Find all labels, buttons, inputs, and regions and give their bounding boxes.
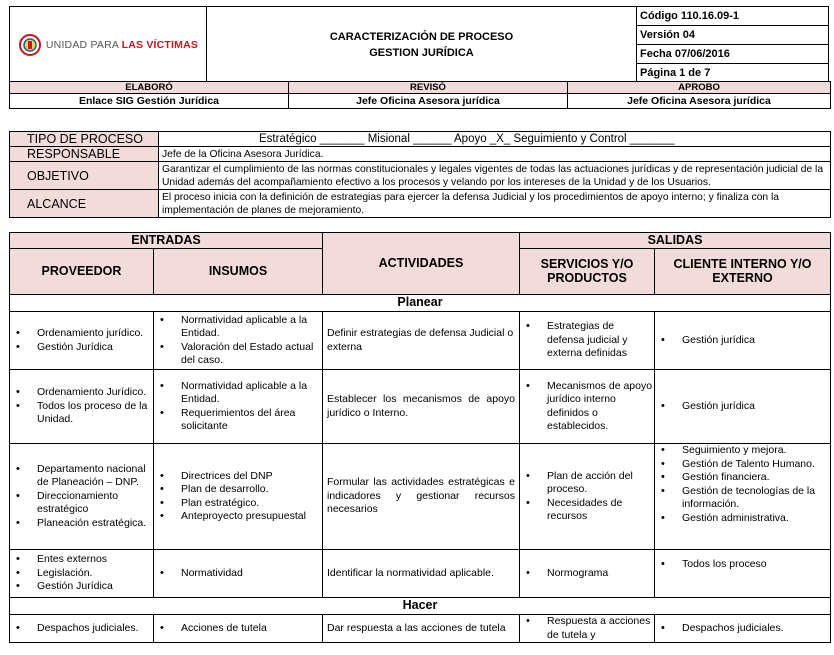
insumos-list xyxy=(154,567,322,581)
servicios-list xyxy=(520,320,654,361)
insumos-list xyxy=(154,622,322,636)
list-item: • Normatividad aplicable a la Entidad. xyxy=(181,314,322,341)
list-item: • Anteproyecto presupuestal xyxy=(181,510,322,524)
list-item: • Gestión jurídica xyxy=(682,400,830,414)
list-item: • Gestión financiera. xyxy=(682,471,830,485)
process-info-table xyxy=(9,131,831,218)
objetivo-label: OBJETIVO xyxy=(10,162,159,190)
title-line-1: CARACTERIZACIÓN DE PROCESO xyxy=(329,30,514,43)
salidas-header: SALIDAS xyxy=(520,233,831,249)
list-item: • Ordenamiento jurídico. xyxy=(37,327,153,341)
list-item: • Valoración del Estado actual del caso. xyxy=(181,341,322,368)
responsable-label: RESPONSABLE xyxy=(10,147,159,162)
actividades-header: ACTIVIDADES xyxy=(323,233,520,295)
servicios-list xyxy=(520,470,654,524)
alcance-label: ALCANCE xyxy=(10,190,159,218)
cliente-list xyxy=(655,444,830,525)
stage-hacer: Hacer xyxy=(10,598,831,615)
document-header xyxy=(9,6,829,83)
fecha-field: Fecha 07/06/2016 xyxy=(637,45,829,64)
shield-icon xyxy=(18,33,42,57)
characterization-table xyxy=(9,232,831,643)
cliente-header: CLIENTE INTERNO Y/O EXTERNO xyxy=(655,249,831,295)
aprobo-value: Jefe Oficina Asesora jurídica xyxy=(568,94,831,109)
cliente-list xyxy=(655,400,830,414)
list-item: • Seguimiento y mejora. xyxy=(682,444,830,458)
stage-planear: Planear xyxy=(10,295,831,312)
proveedor-list xyxy=(10,463,153,531)
document-title xyxy=(207,7,637,83)
list-item: • Legislación. xyxy=(37,567,153,581)
cliente-list xyxy=(655,558,830,572)
list-item: • Gestión de tecnologías de la información. xyxy=(682,485,830,512)
list-item: • Normograma xyxy=(547,567,654,581)
list-item: • Requerimientos del área solicitante xyxy=(181,407,322,434)
tipo-label: TIPO DE PROCESO xyxy=(10,132,159,147)
list-item: • Gestión Jurídica xyxy=(37,580,153,594)
table-row xyxy=(10,615,831,643)
title-line-2: GESTION JURÍDICA xyxy=(369,46,474,59)
table-row xyxy=(10,444,831,550)
reviso-header: REVISÓ xyxy=(289,82,568,94)
list-item: • Necesidades de recursos xyxy=(547,497,654,524)
tipo-value: Estratégico _______ Misional ______ Apoyo _X_ Seguimiento y Control _______ xyxy=(159,132,831,147)
list-item: • Despachos judiciales. xyxy=(37,622,153,636)
actividad-text: Dar respuesta a las acciones de tutela xyxy=(323,615,520,643)
table-row xyxy=(10,312,831,370)
insumos-header: INSUMOS xyxy=(154,249,323,295)
list-item: • Ordenamiento Jurídico. xyxy=(37,386,153,400)
list-item: • Normatividad xyxy=(181,567,322,581)
list-item: • Plan de acción del proceso. xyxy=(547,470,654,497)
proveedor-list xyxy=(10,622,153,636)
cliente-list xyxy=(655,334,830,348)
list-item: • Despachos judiciales. xyxy=(682,622,830,636)
reviso-value: Jefe Oficina Asesora jurídica xyxy=(289,94,568,109)
list-item: • Departamento nacional de Planeación – DNP. xyxy=(37,463,153,490)
list-item: • Planeación estratégica. xyxy=(37,517,153,531)
table-row xyxy=(10,550,831,598)
proveedor-list xyxy=(10,553,153,594)
servicios-list xyxy=(520,615,654,642)
responsable-value: Jefe de la Oficina Asesora Jurídica. xyxy=(159,147,831,162)
actividad-text: Definir estrategias de defensa Judicial o externa xyxy=(323,312,520,370)
aprobo-header: APROBO xyxy=(568,82,831,94)
servicios-list xyxy=(520,567,654,581)
elaboro-value: Enlace SIG Gestión Jurídica xyxy=(10,94,289,109)
list-item: • Entes externos xyxy=(37,553,153,567)
insumos-list xyxy=(154,470,322,524)
cliente-list xyxy=(655,622,830,636)
list-item: • Gestión administrativa. xyxy=(682,512,830,526)
list-item: • Directrices del DNP xyxy=(181,470,322,484)
logo-text-b: LAS VÍCTIMAS xyxy=(121,38,199,51)
list-item: • Todos los proceso de la Unidad. xyxy=(37,400,153,427)
version-field: Versión 04 xyxy=(637,26,829,45)
proveedor-header: PROVEEDOR xyxy=(10,249,154,295)
logo-cell xyxy=(10,7,207,83)
list-item: • Respuesta a acciones de tutela y xyxy=(547,615,654,642)
alcance-value: El proceso inicia con la definición de estrategias para ejercer la defensa Judicial y los procedimientos de apoyo interno; y finaliza con la implementación de planes de mejoramiento. xyxy=(159,190,831,218)
list-item: • Gestión de Talento Humano. xyxy=(682,458,830,472)
list-item: • Acciones de tutela xyxy=(181,622,322,636)
list-item: • Plan estratégico. xyxy=(181,497,322,511)
insumos-list xyxy=(154,380,322,434)
codigo-field: Código 110.16.09-1 xyxy=(637,7,829,26)
list-item: • Gestión jurídica xyxy=(682,334,830,348)
logo-text-a: UNIDAD PARA xyxy=(45,38,122,51)
actividad-text: Formular las actividades estratégicas e indicadores y gestionar recursos necesarios xyxy=(323,444,520,550)
entradas-header: ENTRADAS xyxy=(10,233,323,249)
servicios-list xyxy=(520,380,654,434)
proveedor-list xyxy=(10,327,153,354)
pagina-field: Página 1 de 7 xyxy=(637,64,829,83)
list-item: • Estrategias de defensa judicial y externa definidas xyxy=(547,320,654,361)
table-row xyxy=(10,370,831,444)
list-item: • Normatividad aplicable a la Entidad. xyxy=(181,380,322,407)
list-item: • Plan de desarrollo. xyxy=(181,483,322,497)
actividad-text: Establecer los mecanismos de apoyo jurídico o Interno. xyxy=(323,370,520,444)
elaboro-header: ELABORÓ xyxy=(10,82,289,94)
list-item: • Todos los proceso xyxy=(682,558,830,572)
servicios-header: SERVICIOS Y/O PRODUCTOS xyxy=(520,249,655,295)
actividad-text: Identificar la normatividad aplicable. xyxy=(323,550,520,598)
list-item: • Mecanismos de apoyo jurídico interno definidos o establecidos. xyxy=(547,380,654,434)
signatures-table xyxy=(9,81,831,109)
proveedor-list xyxy=(10,386,153,427)
list-item: • Gestión Jurídica xyxy=(37,341,153,355)
objetivo-value: Garantizar el cumplimiento de las normas constitucionales y legales vigentes de todas las actuaciones jurídicas y de representación judicial de la Unidad además del acompañamiento efectivo a los procesos y velando por los intereses de la Unidad y de los Usuarios. xyxy=(159,162,831,190)
unidad-victimas-logo xyxy=(10,33,206,57)
insumos-list xyxy=(154,314,322,368)
list-item: • Direccionamiento estratégico xyxy=(37,490,153,517)
